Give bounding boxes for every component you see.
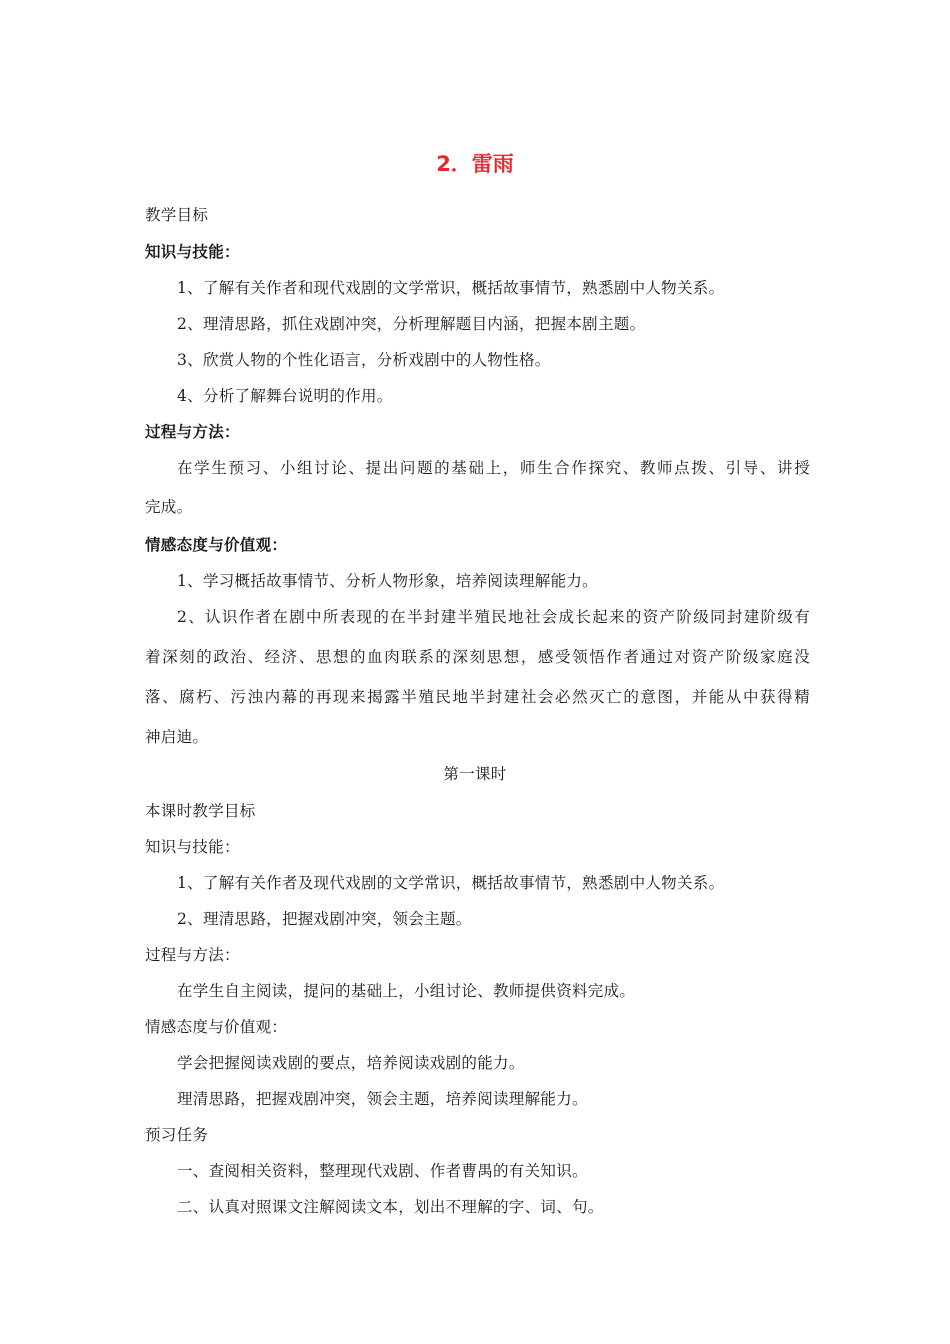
lesson-process-heading: 过程与方法： [145, 946, 240, 964]
emotion-item-line: 着深刻的政治、经济、思想的血肉联系的深刻思想，感受领悟作者通过对资产阶级家庭没 [145, 648, 810, 666]
document-title: 2．雷雨 [436, 152, 514, 176]
knowledge-item: 1、了解有关作者和现代戏剧的文学常识，概括故事情节，熟悉剧中人物关系。 [177, 279, 725, 297]
lesson-knowledge-item: 2、理清思路，把握戏剧冲突，领会主题。 [177, 910, 472, 928]
lesson-emotion-item: 理清思路，把握戏剧冲突，领会主题，培养阅读理解能力。 [177, 1090, 588, 1108]
emotion-item-line: 神启迪。 [145, 728, 209, 746]
section-heading: 教学目标 [145, 206, 209, 224]
lesson-process-text: 在学生自主阅读，提问的基础上，小组讨论、教师提供资料完成。 [177, 982, 636, 1000]
knowledge-item: 4、分析了解舞台说明的作用。 [177, 387, 393, 405]
emotion-item-line: 落、腐朽、污浊内幕的再现来揭露半殖民地半封建社会必然灭亡的意图，并能从中获得精 [145, 688, 810, 706]
emotion-heading: 情感态度与价值观： [145, 536, 288, 554]
lesson-emotion-item: 学会把握阅读戏剧的要点，培养阅读戏剧的能力。 [177, 1054, 525, 1072]
lesson-knowledge-item: 1、了解有关作者及现代戏剧的文学常识，概括故事情节，熟悉剧中人物关系。 [177, 874, 725, 892]
emotion-item-line: 2、认识作者在剧中所表现的在半封建半殖民地社会成长起来的资产阶级同封建阶级有 [177, 608, 810, 626]
lesson-emotion-heading: 情感态度与价值观： [145, 1018, 288, 1036]
preview-item: 一、查阅相关资料，整理现代戏剧、作者曹禺的有关知识。 [177, 1162, 588, 1180]
process-line: 在学生预习、小组讨论、提出问题的基础上，师生合作探究、教师点拨、引导、讲授 [177, 459, 810, 477]
preview-item: 二、认真对照课文注解阅读文本，划出不理解的字、词、句。 [177, 1198, 604, 1216]
process-heading: 过程与方法： [145, 423, 240, 441]
lesson-title: 第一课时 [443, 765, 507, 783]
process-line: 完成。 [145, 498, 193, 516]
lesson-knowledge-heading: 知识与技能： [145, 838, 240, 856]
knowledge-item: 3、欣赏人物的个性化语言，分析戏剧中的人物性格。 [177, 351, 551, 369]
emotion-item: 1、学习概括故事情节、分析人物形象，培养阅读理解能力。 [177, 572, 598, 590]
knowledge-heading: 知识与技能： [145, 243, 240, 261]
knowledge-item: 2、理清思路，抓住戏剧冲突，分析理解题目内涵，把握本剧主题。 [177, 315, 646, 333]
preview-heading: 预习任务 [145, 1126, 209, 1144]
lesson-goals-heading: 本课时教学目标 [145, 802, 256, 820]
